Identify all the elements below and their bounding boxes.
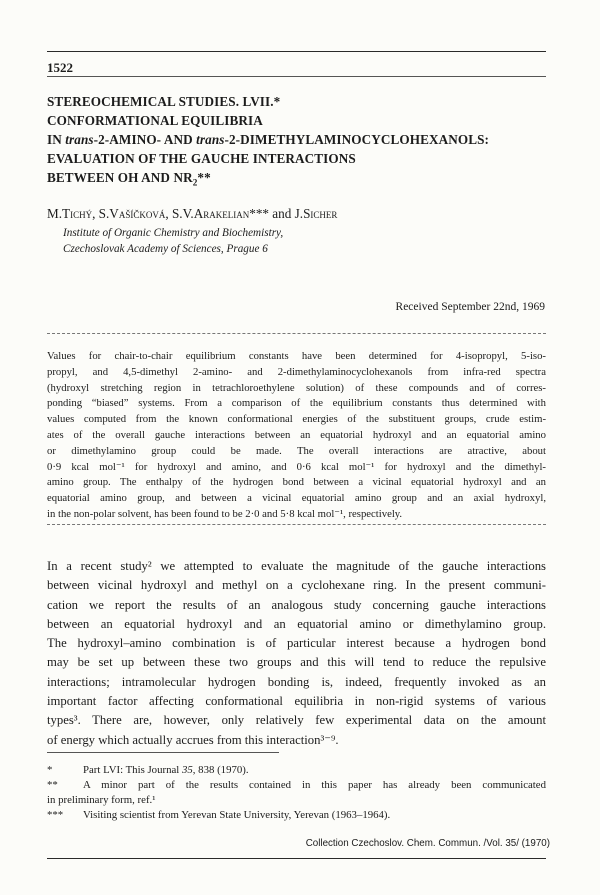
body-line: types³. There are, however, only relatively few experimental data on the amount <box>47 713 546 728</box>
body-line: between vicinal hydroxyl and methyl on a cyclohexane ring. In the present communi- <box>47 578 546 593</box>
title-line-3-part: IN <box>47 132 66 147</box>
title-line-3 <box>47 132 489 148</box>
abstract-top-rule <box>47 333 546 334</box>
abstract-line: ates of the overall gauche interactions between an equatorial hydroxyl and an equatorial amino <box>47 428 546 441</box>
title-line-2: CONFORMATIONAL EQUILIBRIA <box>47 113 263 128</box>
body-line: The hydroxyl–amino combination is of particular interest because a hydrogen bond <box>47 636 546 651</box>
body-paragraph <box>47 557 546 750</box>
title-line-5 <box>47 170 211 186</box>
footnote-2 <box>47 778 546 793</box>
footnote-text: Part LVI: This Journal <box>83 764 182 776</box>
affiliation-line-2: Czechoslovak Academy of Sciences, Prague 6 <box>63 243 268 255</box>
abstract-line: Values for chair-to-chair equilibrium constants have been determined for 4-isopropyl, 5-iso- <box>47 350 546 362</box>
body-line: In a recent study² we attempted to evaluate the magnitude of the gauche interactions <box>47 559 546 573</box>
footnote-rule <box>47 752 279 753</box>
abstract <box>47 349 546 523</box>
footnote-1 <box>47 763 546 778</box>
title-line-1: STEREOCHEMICAL STUDIES. LVII.* <box>47 94 281 109</box>
body-line: between an equatorial hydroxyl and an equatorial amino or dimethylamino group. <box>47 616 546 631</box>
footnote-text: A minor part of the results contained in this paper has already been communicated <box>83 779 546 791</box>
footnote-3 <box>47 808 546 823</box>
title-subscript: 2 <box>192 177 198 188</box>
title-line-5-part: BETWEEN OH AND NR <box>47 170 193 185</box>
abstract-line: amino group. The enthalpy of the hydrogen bond between a vicinal equatorial hydroxyl and an <box>47 476 546 489</box>
abstract-bottom-rule <box>47 524 546 525</box>
abstract-line: ponding “biased” systems. From a comparison of the equilibrium constants thus determined with <box>47 397 546 410</box>
page-number: 1522 <box>47 60 73 75</box>
title-trans-italic: trans <box>65 132 94 147</box>
footnote-volume: 35 <box>181 764 193 776</box>
footnote-mark: *** <box>47 809 64 821</box>
title-line-4: EVALUATION OF THE GAUCHE INTERACTIONS <box>47 151 356 166</box>
footnote-mark: * <box>47 764 53 776</box>
body-line: cation we report the results of an analogous study concerning gauche interactions <box>47 597 546 612</box>
author-name: M.Tichý <box>47 206 93 221</box>
body-line: important factor affecting conformational equilibria in non-rigid systems of various <box>47 694 546 709</box>
abstract-line: 0·9 kcal mol⁻¹ for hydroxyl and amino, and 0·6 kcal mol⁻¹ for hydroxyl and the dimethyl- <box>47 460 546 473</box>
bottom-rule <box>47 858 546 859</box>
abstract-line: (hydroxyl stretching region in tetrachloroethylene solution) of these compounds and of corres- <box>47 381 546 394</box>
abstract-line: propyl, and 4,5-dimethyl 2-amino- and 2-dimethylaminocyclohexanols from infra-red spectra <box>47 365 546 378</box>
body-line: of energy which actually accrues from this interaction³⁻⁹. <box>47 732 339 747</box>
footnotes <box>47 763 546 823</box>
author-name: S.V.Arakelian <box>171 206 250 221</box>
author-name: S.Vašíčková <box>98 206 166 221</box>
body-line: interactions; intramolecular hydrogen bonding is, indeed, frequently invoked as an <box>47 674 546 689</box>
top-rule <box>47 51 546 52</box>
author-footnote-mark: *** <box>249 206 269 221</box>
footnote-text: , 838 (1970). <box>192 764 249 776</box>
author-name: J.Sicher <box>294 206 338 221</box>
affiliation-line-1: Institute of Organic Chemistry and Biochemistry, <box>63 227 284 239</box>
title-trans-italic: trans <box>196 132 225 147</box>
footnote-2-cont: in preliminary form, ref.¹ <box>47 794 156 806</box>
author-separator: , <box>165 206 172 221</box>
footnote-mark: ** <box>47 779 58 791</box>
title-line-3-part: -2-DIMETHYLAMINOCYCLOHEXANOLS: <box>224 132 490 147</box>
journal-footer: Collection Czechoslov. Chem. Commun. /Vol. 35/ (1970) <box>305 838 550 849</box>
abstract-line: in the non-polar solvent, has been found to be 2·0 and 5·8 kcal mol⁻¹, respectively. <box>47 507 403 520</box>
abstract-line: values computed from the known conformational energies of the substituent groups, crude estim- <box>47 413 546 426</box>
author-list <box>47 206 337 222</box>
author-and: and <box>269 206 295 221</box>
author-separator: , <box>92 206 99 221</box>
received-date: Received September 22nd, 1969 <box>395 301 545 313</box>
abstract-line: equatorial amino group, and between a vicinal equatorial amino group and an axial hydroxyl, <box>47 492 546 505</box>
title-footnote-mark: ** <box>197 170 211 185</box>
abstract-line: or dimethylamino group could be made. The overall interactions are atractive, about <box>47 444 546 457</box>
header-rule <box>47 76 546 77</box>
title-line-3-part: -2-AMINO- AND <box>93 132 197 147</box>
footnote-text: Visiting scientist from Yerevan State University, Yerevan (1963–1964). <box>83 809 391 821</box>
body-line: may be set up between these two groups and this will tend to reduce the repulsive <box>47 655 546 670</box>
